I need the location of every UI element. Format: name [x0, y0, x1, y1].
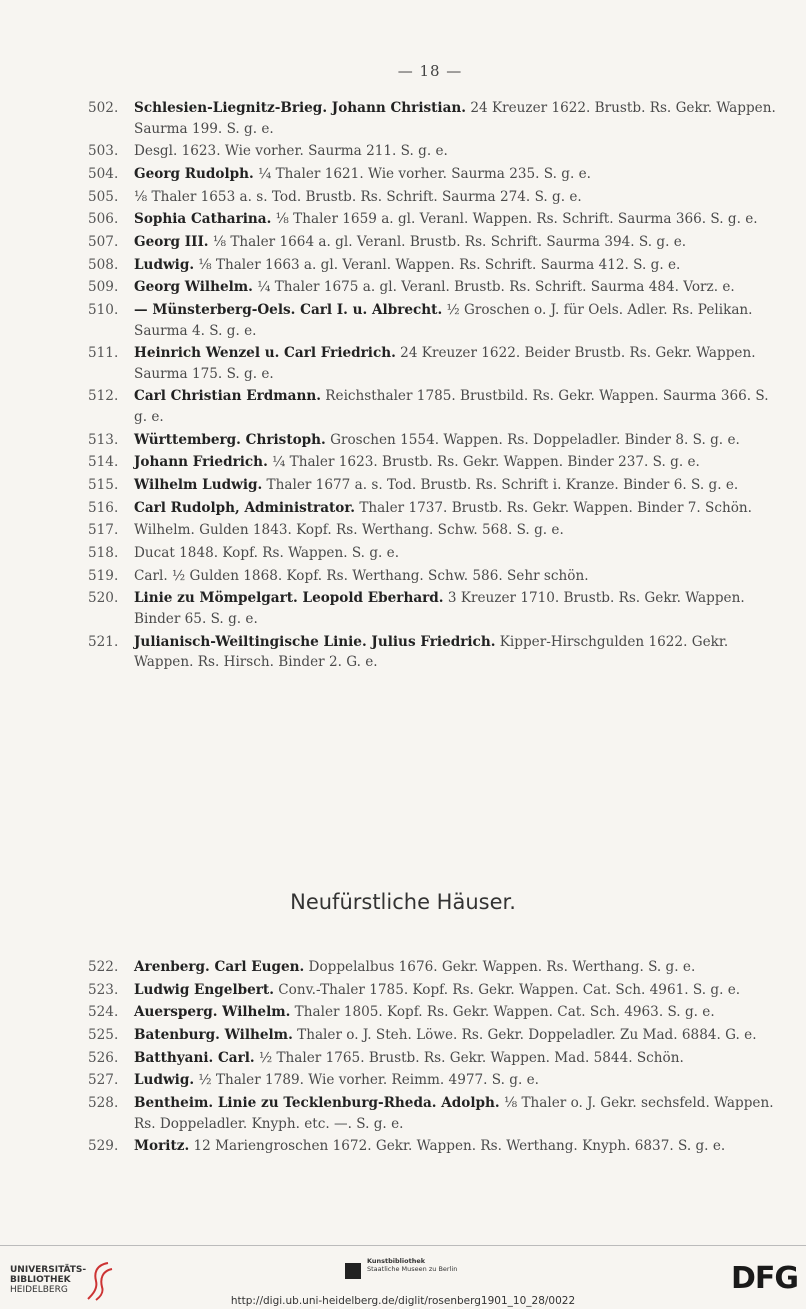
entry-description: ½ Groschen o. J. für Oels. Adler. Rs. Pelikan. Saurma 4. S. g. e.	[134, 302, 753, 339]
entry-description: ½ Thaler 1789. Wie vorher. Reimm. 4977. S. g. e.	[194, 1072, 539, 1089]
logo-line: UNIVERSITÄTS-	[10, 1265, 87, 1275]
page-footer	[0, 1245, 806, 1309]
entry-description: ⅛ Thaler o. J. Gekr. sechsfeld. Wappen. Rs. Doppeladler. Knyph. etc. —. S. g. e.	[134, 1095, 774, 1132]
catalog-entry	[88, 632, 778, 673]
catalog-entry	[88, 141, 778, 162]
entry-heading: Arenberg. Carl Eugen.	[134, 959, 305, 975]
entry-number: 513.	[88, 431, 119, 448]
entry-heading: Ludwig.	[134, 256, 195, 273]
entry-number: 527.	[88, 1072, 119, 1089]
entry-heading: Wilhelm Ludwig.	[134, 476, 263, 493]
footer-divider	[0, 1245, 806, 1246]
entry-heading: Georg Rudolph.	[134, 165, 254, 182]
catalog-entry	[88, 300, 778, 341]
catalog-entry	[88, 1048, 778, 1069]
source-url-link[interactable]: http://digi.ub.uni-heidelberg.de/diglit/rosenberg1901_10_28/0022	[230, 1295, 576, 1307]
entry-description: Conv.-Thaler 1785. Kopf. Rs. Gekr. Wappen. Cat. Sch. 4961. S. g. e.	[273, 981, 741, 998]
entry-heading: Auersperg. Wilhelm.	[134, 1004, 291, 1021]
entry-heading: Batenburg. Wilhelm.	[134, 1027, 293, 1044]
catalog-entry	[88, 498, 778, 519]
entry-heading: Sophia Catharina.	[134, 211, 272, 228]
entry-number: 524.	[88, 1004, 119, 1021]
logo-line: HEIDELBERG	[10, 1285, 68, 1295]
entry-number: 505.	[88, 188, 119, 205]
entry-description: Ducat 1848. Kopf. Rs. Wappen. S. g. e.	[134, 545, 400, 561]
entry-description: Thaler 1805. Kopf. Rs. Gekr. Wappen. Cat. Sch. 4963. S. g. e.	[290, 1004, 715, 1021]
kb-name: Kunstbibliothek	[367, 1257, 426, 1265]
entry-heading: Heinrich Wenzel u. Carl Friedrich.	[134, 345, 396, 362]
catalog-entry	[88, 1136, 778, 1157]
entry-description: Carl. ½ Gulden 1868. Kopf. Rs. Werthang. Schw. 586. Sehr schön.	[134, 567, 589, 584]
entry-number: 508.	[88, 256, 119, 273]
entry-heading: Batthyani. Carl.	[134, 1049, 255, 1066]
section-heading: Neufürstliche Häuser.	[290, 890, 516, 914]
entry-heading: Moritz.	[134, 1138, 190, 1155]
catalog-entry	[88, 1070, 778, 1091]
entry-number: 506.	[88, 211, 119, 228]
catalog-entry	[88, 1093, 778, 1134]
entry-description: 24 Kreuzer 1622. Beider Brustb. Rs. Gekr. Wappen. Saurma 175. S. g. e.	[134, 345, 756, 382]
catalog-entry	[88, 343, 778, 384]
entry-number: 518.	[88, 545, 119, 561]
entry-number: 503.	[88, 143, 119, 160]
entry-heading: Linie zu Mömpelgart. Leopold Eberhard.	[134, 590, 444, 607]
catalog-entry	[88, 187, 778, 208]
university-library-logo[interactable]	[10, 1265, 86, 1295]
catalog-entry	[88, 209, 778, 230]
kb-subtitle: Staatliche Museen zu Berlin	[367, 1265, 458, 1273]
entry-description: ⅛ Thaler 1664 a. gl. Veranl. Brustb. Rs. Schrift. Saurma 394. S. g. e.	[208, 233, 687, 250]
catalog-entry	[88, 475, 778, 496]
catalog-entry	[88, 98, 778, 139]
entry-description: ¼ Thaler 1623. Brustb. Rs. Gekr. Wappen. Binder 237. S. g. e.	[267, 454, 700, 471]
catalog-entry	[88, 543, 778, 564]
entry-number: 525.	[88, 1027, 119, 1044]
logo-line: BIBLIOTHEK	[10, 1275, 71, 1285]
catalog-entries-bottom	[88, 957, 778, 1159]
catalog-entry	[88, 520, 778, 541]
catalog-entry	[88, 232, 778, 253]
entry-description: Wilhelm. Gulden 1843. Kopf. Rs. Werthang. Schw. 568. S. g. e.	[134, 522, 564, 539]
catalog-entry	[88, 1025, 778, 1046]
catalog-entry	[88, 957, 778, 978]
catalog-entry	[88, 430, 778, 451]
entry-number: 504.	[88, 165, 119, 182]
entry-heading: Bentheim. Linie zu Tecklenburg-Rheda. Adolph.	[134, 1095, 500, 1112]
entry-description: ½ Thaler 1765. Brustb. Rs. Gekr. Wappen. Mad. 5844. Schön.	[254, 1049, 684, 1066]
entry-heading: Ludwig Engelbert.	[134, 981, 274, 998]
entry-number: 529.	[88, 1138, 119, 1155]
entry-description: Doppelalbus 1676. Gekr. Wappen. Rs. Werthang. S. g. e.	[304, 959, 696, 975]
catalog-entry	[88, 164, 778, 185]
catalog-entries-top	[88, 98, 778, 675]
page-number: — 18 —	[397, 62, 463, 80]
entry-description: 3 Kreuzer 1710. Brustb. Rs. Gekr. Wappen. Binder 65. S. g. e.	[134, 590, 745, 627]
catalog-entry	[88, 255, 778, 276]
catalog-entry	[88, 386, 778, 427]
entry-number: 510.	[88, 302, 119, 318]
catalog-entry	[88, 566, 778, 587]
entry-number: 523.	[88, 981, 119, 998]
entry-heading: Württemberg. Christoph.	[134, 431, 326, 448]
entry-description: Reichsthaler 1785. Brustbild. Rs. Gekr. Wappen. Saurma 366. S. g. e.	[134, 388, 769, 425]
catalog-entry	[88, 277, 778, 298]
entry-number: 517.	[88, 522, 119, 539]
entry-description: ⅛ Thaler 1659 a. gl. Veranl. Wappen. Rs. Schrift. Saurma 366. S. g. e.	[271, 211, 758, 228]
entry-number: 502.	[88, 100, 119, 116]
entry-description: ⅛ Thaler 1653 a. s. Tod. Brustb. Rs. Schrift. Saurma 274. S. g. e.	[134, 188, 582, 205]
dfg-logo[interactable]: DFG	[730, 1261, 798, 1296]
entry-description: Thaler 1737. Brustb. Rs. Gekr. Wappen. Binder 7. Schön.	[355, 499, 752, 516]
entry-description: Desgl. 1623. Wie vorher. Saurma 211. S. g. e.	[134, 143, 448, 160]
entry-number: 526.	[88, 1049, 119, 1066]
catalog-entry	[88, 980, 778, 1001]
entry-heading: Julianisch-Weiltingische Linie. Julius Friedrich.	[134, 633, 496, 650]
entry-number: 507.	[88, 233, 119, 250]
kunstbibliothek-logo[interactable]	[345, 1257, 485, 1287]
entry-heading: Ludwig.	[134, 1072, 195, 1089]
kunstbibliothek-mark-icon	[345, 1263, 361, 1279]
entry-number: 522.	[88, 959, 119, 975]
entry-number: 509.	[88, 279, 119, 296]
entry-heading: Carl Rudolph, Administrator.	[134, 499, 355, 516]
entry-heading: Georg III.	[134, 233, 209, 250]
catalog-entry	[88, 1002, 778, 1023]
entry-description: ⅛ Thaler 1663 a. gl. Veranl. Wappen. Rs. Schrift. Saurma 412. S. g. e.	[194, 256, 681, 273]
entry-description: Thaler o. J. Steh. Löwe. Rs. Gekr. Doppeladler. Zu Mad. 6884. G. e.	[292, 1027, 757, 1044]
entry-heading: Johann Friedrich.	[134, 454, 268, 471]
entry-number: 521.	[88, 633, 119, 650]
entry-number: 511.	[88, 345, 119, 362]
entry-number: 515.	[88, 476, 119, 493]
entry-heading: Georg Wilhelm.	[134, 279, 253, 296]
entry-description: 12 Mariengroschen 1672. Gekr. Wappen. Rs. Werthang. Knyph. 6837. S. g. e.	[189, 1138, 726, 1155]
catalog-entry	[88, 588, 778, 629]
entry-heading: — Münsterberg-Oels. Carl I. u. Albrecht.	[134, 302, 443, 318]
catalog-entry	[88, 452, 778, 473]
entry-description: Groschen 1554. Wappen. Rs. Doppeladler. Binder 8. S. g. e.	[325, 431, 740, 448]
entry-number: 519.	[88, 567, 119, 584]
entry-number: 520.	[88, 590, 119, 607]
entry-description: 24 Kreuzer 1622. Brustb. Rs. Gekr. Wappen. Saurma 199. S. g. e.	[134, 100, 776, 137]
entry-description: ¼ Thaler 1675 a. gl. Veranl. Brustb. Rs. Schrift. Saurma 484. Vorz. e.	[252, 279, 735, 296]
entry-number: 514.	[88, 454, 119, 471]
entry-description: Thaler 1677 a. s. Tod. Brustb. Rs. Schrift i. Kranze. Binder 6. S. g. e.	[262, 476, 739, 493]
entry-heading: Schlesien-Liegnitz-Brieg. Johann Christian.	[134, 100, 467, 116]
entry-number: 528.	[88, 1095, 119, 1112]
entry-number: 516.	[88, 499, 119, 516]
entry-description: ¼ Thaler 1621. Wie vorher. Saurma 235. S. g. e.	[253, 165, 591, 182]
entry-number: 512.	[88, 388, 119, 405]
entry-heading: Carl Christian Erdmann.	[134, 388, 321, 405]
entry-description: Kipper-Hirschgulden 1622. Gekr. Wappen. Rs. Hirsch. Binder 2. G. e.	[134, 633, 729, 671]
